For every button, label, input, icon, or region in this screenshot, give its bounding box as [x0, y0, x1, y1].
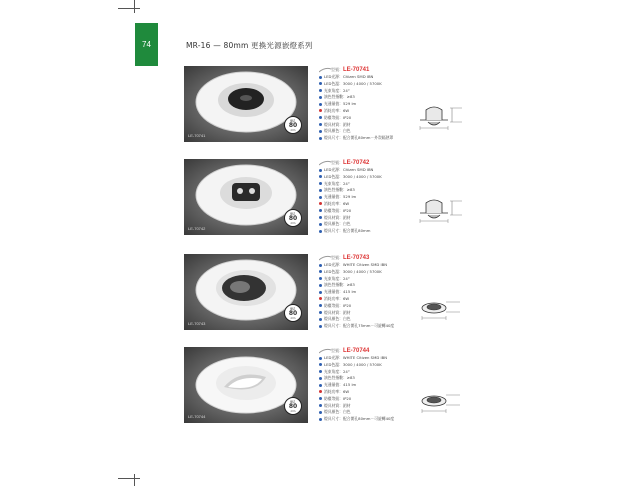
badge-value: 80 — [288, 215, 298, 222]
bullet-dot-icon — [319, 82, 322, 85]
spec-text: LED色溫：3000 / 4000 / 5700K — [324, 80, 382, 86]
spec-text: 燈具尺寸：配合開孔80mm — [324, 228, 371, 234]
bullet-dot-icon — [319, 182, 322, 185]
badge-top: 開孔 — [289, 212, 296, 216]
bullet-dot-icon — [319, 123, 322, 126]
spec-line — [319, 194, 429, 201]
model-label: 型號： — [331, 160, 343, 165]
bullet-dot-icon — [319, 216, 322, 219]
spec-text: 演色性指數：≥83 — [324, 94, 355, 100]
bullet-dot-icon — [319, 397, 322, 400]
spec-text: 燈具尺寸：配合開孔75mm－可旋轉40度 — [324, 323, 395, 329]
model-label: 型號： — [331, 67, 343, 72]
spec-line — [319, 101, 429, 108]
badge-unit: mm — [290, 410, 296, 413]
model-code: LE-70741 — [343, 67, 370, 73]
bullet-dot-icon — [319, 264, 322, 267]
model-code: LE-70742 — [343, 160, 370, 166]
page-number-tab — [135, 23, 158, 66]
spec-text: 燈具材質：鋁材 — [324, 402, 351, 408]
spec-text: 光通量值：529 lm — [324, 194, 357, 200]
cutout-size-badge — [284, 397, 302, 415]
spec-line — [319, 88, 429, 95]
badge-top: 開孔 — [289, 119, 296, 123]
spec-text: LED光源：Citizen SMD IBN — [324, 74, 374, 79]
spec-line — [319, 221, 429, 228]
spec-text: 燈具材質：鋁材 — [324, 214, 351, 220]
spec-line — [319, 208, 429, 215]
bullet-dot-icon — [319, 370, 322, 373]
model-code: LE-70744 — [343, 348, 370, 354]
swoosh-icon — [319, 255, 331, 261]
photo-model-label: LE-70741 — [188, 133, 206, 138]
spec-text: 燈具顏色：白色 — [324, 128, 351, 134]
badge-unit: mm — [290, 222, 296, 225]
bullet-dot-icon — [319, 189, 322, 192]
spec-line — [319, 128, 429, 135]
spec-line — [319, 282, 429, 289]
photo-model-label: LE-70742 — [188, 226, 206, 231]
spec-list — [319, 66, 429, 142]
spec-text: 消耗功率：6W — [324, 388, 350, 394]
badge-top: 開孔 — [289, 307, 296, 311]
spec-line — [319, 316, 429, 323]
swoosh-icon — [319, 67, 331, 73]
crop-mark-bottom-v — [134, 474, 135, 486]
spec-text: 燈具顏色：白色 — [324, 221, 351, 227]
spec-line — [319, 276, 429, 283]
spec-text: 燈具尺寸：配合開孔80mm－可旋轉40度 — [324, 416, 395, 422]
page-number: 74 — [142, 40, 151, 49]
bullet-dot-icon — [319, 109, 322, 112]
spec-text: 光束角度：24° — [324, 87, 350, 93]
spec-text: LED光源：WHITE Citizen SMD IBN — [324, 355, 388, 360]
spec-text: 光束角度：24° — [324, 368, 350, 374]
dimension-drawing-icon — [414, 195, 466, 229]
spec-line — [319, 396, 429, 403]
spec-text: LED色溫：3000 / 4000 / 5700K — [324, 361, 382, 367]
bullet-dot-icon — [319, 363, 322, 366]
bullet-dot-icon — [319, 377, 322, 380]
spec-text: 消耗功率：6W — [324, 295, 350, 301]
technical-drawing — [414, 383, 466, 417]
product-photo — [184, 66, 308, 142]
spec-line — [319, 174, 429, 181]
spec-list — [319, 347, 429, 423]
badge-top: 開孔 — [289, 400, 296, 404]
bullet-dot-icon — [319, 304, 322, 307]
dimension-drawing-icon — [414, 383, 466, 417]
product-block — [184, 254, 514, 332]
spec-line — [319, 269, 429, 276]
bullet-dot-icon — [319, 130, 322, 133]
spec-text: 光通量值：415 lm — [324, 382, 357, 388]
bullet-dot-icon — [319, 411, 322, 414]
spec-text: LED色溫：3000 / 4000 / 5700K — [324, 268, 382, 274]
spec-line — [319, 303, 429, 310]
spec-line — [319, 403, 429, 410]
bullet-dot-icon — [319, 76, 322, 79]
spec-line — [319, 369, 429, 376]
spec-line — [319, 215, 429, 222]
model-row — [319, 254, 429, 262]
crop-mark-top — [118, 8, 140, 9]
photo-model-label: LE-70743 — [188, 321, 206, 326]
bullet-dot-icon — [319, 311, 322, 314]
bullet-dot-icon — [319, 390, 322, 393]
spec-line — [319, 108, 429, 115]
bullet-dot-icon — [319, 297, 322, 300]
crop-mark-top-v — [134, 0, 135, 13]
spec-text: 演色性指數：≥83 — [324, 282, 355, 288]
spec-line — [319, 135, 429, 142]
badge-value: 80 — [288, 403, 298, 410]
spec-text: 光通量值：415 lm — [324, 289, 357, 295]
model-code: LE-70743 — [343, 255, 370, 261]
spec-text: 燈具顏色：白色 — [324, 409, 351, 415]
badge-unit: mm — [290, 317, 296, 320]
bullet-dot-icon — [319, 418, 322, 421]
model-label: 型號： — [331, 348, 343, 353]
spec-line — [319, 187, 429, 194]
bullet-dot-icon — [319, 284, 322, 287]
product-block — [184, 159, 514, 237]
bullet-dot-icon — [319, 277, 322, 280]
spec-line — [319, 389, 429, 396]
spec-line — [319, 355, 429, 362]
bullet-dot-icon — [319, 291, 322, 294]
bullet-dot-icon — [319, 137, 322, 140]
product-photo — [184, 254, 308, 330]
bullet-dot-icon — [319, 116, 322, 119]
spec-text: 演色性指數：≥83 — [324, 187, 355, 193]
badge-value: 80 — [288, 310, 298, 317]
spec-line — [319, 289, 429, 296]
spec-line — [319, 201, 429, 208]
badge-unit: mm — [290, 129, 296, 132]
photo-model-label: LE-70744 — [188, 414, 206, 419]
spec-text: LED色溫：3000 / 4000 / 5700K — [324, 173, 382, 179]
technical-drawing — [414, 290, 466, 324]
spec-text: 光束角度：24° — [324, 275, 350, 281]
spec-list — [319, 159, 429, 235]
spec-text: 消耗功率：6W — [324, 200, 350, 206]
spec-text: 燈具尺寸：配合開孔80mm－外殼隔熱罩 — [324, 135, 394, 141]
cutout-size-badge — [284, 304, 302, 322]
spec-line — [319, 416, 429, 423]
product-photo — [184, 347, 308, 423]
spec-line — [319, 115, 429, 122]
spec-text: 燈具顏色：白色 — [324, 316, 351, 322]
spec-line — [319, 81, 429, 88]
spec-line — [319, 375, 429, 382]
spec-text: 防塵等級：IP20 — [324, 114, 352, 120]
technical-drawing — [414, 195, 466, 229]
swoosh-icon — [319, 348, 331, 354]
product-block — [184, 66, 514, 144]
spec-text: 防塵等級：IP20 — [324, 302, 352, 308]
bullet-dot-icon — [319, 169, 322, 172]
bullet-dot-icon — [319, 96, 322, 99]
spec-text: 光束角度：24° — [324, 180, 350, 186]
spec-line — [319, 167, 429, 174]
bullet-dot-icon — [319, 175, 322, 178]
badge-value: 80 — [288, 122, 298, 129]
bullet-dot-icon — [319, 325, 322, 328]
bullet-dot-icon — [319, 384, 322, 387]
spec-text: LED光源：Citizen SMD IBN — [324, 167, 374, 172]
product-photo — [184, 159, 308, 235]
spec-text: LED光源：WHITE Citizen SMD IBN — [324, 262, 388, 267]
bullet-dot-icon — [319, 196, 322, 199]
bullet-dot-icon — [319, 404, 322, 407]
bullet-dot-icon — [319, 202, 322, 205]
spec-line — [319, 310, 429, 317]
bullet-dot-icon — [319, 209, 322, 212]
spec-text: 光通量值：529 lm — [324, 101, 357, 107]
swoosh-icon — [319, 160, 331, 166]
spec-text: 防塵等級：IP20 — [324, 395, 352, 401]
spec-text: 演色性指數：≥83 — [324, 375, 355, 381]
spec-line — [319, 262, 429, 269]
spec-line — [319, 323, 429, 330]
cutout-size-badge — [284, 116, 302, 134]
spec-line — [319, 296, 429, 303]
bullet-dot-icon — [319, 223, 322, 226]
spec-line — [319, 382, 429, 389]
spec-text: 防塵等級：IP20 — [324, 207, 352, 213]
spec-text: 燈具材質：鋁材 — [324, 309, 351, 315]
bullet-dot-icon — [319, 230, 322, 233]
spec-line — [319, 362, 429, 369]
bullet-dot-icon — [319, 270, 322, 273]
technical-drawing — [414, 102, 466, 136]
spec-line — [319, 94, 429, 101]
spec-line — [319, 122, 429, 129]
spec-text: 消耗功率：6W — [324, 107, 350, 113]
bullet-dot-icon — [319, 357, 322, 360]
spec-line — [319, 74, 429, 81]
model-label: 型號： — [331, 255, 343, 260]
spec-line — [319, 228, 429, 235]
bullet-dot-icon — [319, 103, 322, 106]
spec-line — [319, 409, 429, 416]
dimension-drawing-icon — [414, 290, 466, 324]
crop-mark-bottom — [118, 478, 140, 479]
bullet-dot-icon — [319, 318, 322, 321]
dimension-drawing-icon — [414, 102, 466, 136]
page-title: MR-16 — 80mm 更換光源嵌燈系列 — [186, 41, 313, 50]
bullet-dot-icon — [319, 89, 322, 92]
model-row — [319, 66, 429, 74]
spec-text: 燈具材質：鋁材 — [324, 121, 351, 127]
model-row — [319, 347, 429, 355]
product-block — [184, 347, 514, 425]
cutout-size-badge — [284, 209, 302, 227]
spec-line — [319, 181, 429, 188]
spec-list — [319, 254, 429, 330]
model-row — [319, 159, 429, 167]
